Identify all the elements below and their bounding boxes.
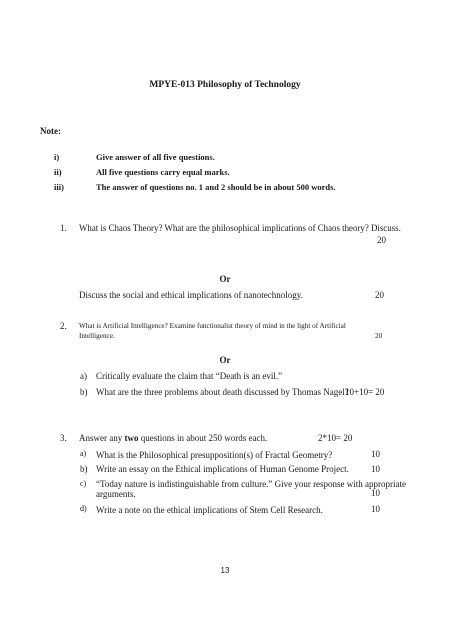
- sub-question-marks: 10: [371, 449, 380, 459]
- note-item-number: iii): [54, 182, 64, 192]
- note-item-text: All five questions carry equal marks.: [96, 167, 230, 177]
- sub-question-text: What are the three problems about death discussed by Thomas Nagel?: [96, 387, 349, 397]
- page-title: MPYE-013 Philosophy of Technology: [149, 80, 301, 90]
- sub-question-marks: 10: [371, 504, 380, 514]
- question-text-line-2: Intelligence.: [79, 332, 115, 340]
- note-item-text: Give answer of all five questions.: [96, 152, 215, 162]
- sub-question-marks: 10: [371, 488, 380, 498]
- sub-question-marks: 10: [371, 464, 380, 474]
- question-number: 2.: [60, 321, 67, 331]
- sub-question-marks: 10+10= 20: [345, 387, 385, 397]
- question-marks: 20: [375, 290, 384, 300]
- sub-question-label: c): [80, 479, 87, 488]
- question-number: 3.: [60, 433, 67, 443]
- note-heading: Note:: [40, 126, 61, 136]
- question-number: 1.: [60, 223, 67, 233]
- alternative-question-text: Discuss the social and ethical implications of nanotechnology.: [79, 290, 303, 300]
- sub-question-label: a): [80, 371, 87, 381]
- note-item-text: The answer of questions no. 1 and 2 should be in about 500 words.: [96, 182, 336, 192]
- sub-question-label: b): [80, 464, 88, 474]
- sub-question-text: What is the Philosophical presupposition(s) of Fractal Geometry?: [96, 450, 333, 460]
- page-number: 13: [220, 566, 230, 575]
- sub-question-label: b): [80, 387, 88, 397]
- note-item-number: i): [54, 152, 60, 162]
- sub-question-text: Write a note on the ethical implications of Stem Cell Research.: [96, 505, 323, 515]
- question-text: Answer any two questions in about 250 words each.: [79, 433, 268, 443]
- or-separator: Or: [219, 274, 231, 284]
- sub-question-label: a): [80, 449, 87, 458]
- or-separator: Or: [219, 355, 231, 365]
- question-marks: 20: [377, 235, 386, 245]
- note-item-number: ii): [54, 167, 62, 177]
- question-text: What is Chaos Theory? What are the philosophical implications of Chaos theory? Discuss.: [79, 223, 401, 233]
- question-marks: 2*10= 20: [318, 433, 353, 443]
- question-text-line-1: What is Artificial Intelligence? Examine functionalist theory of mind in the light of Artificial: [79, 322, 346, 330]
- sub-question-text-line-1: “Today nature is indistinguishable from culture.” Give your response with appropriate: [96, 479, 407, 489]
- sub-question-label: d): [80, 504, 87, 513]
- sub-question-text-line-2: arguments.: [96, 489, 136, 499]
- sub-question-text: Critically evaluate the claim that “Death is an evil.”: [96, 371, 283, 381]
- sub-question-text: Write an essay on the Ethical implications of Human Genome Project.: [96, 464, 349, 474]
- question-marks: 20: [375, 332, 383, 340]
